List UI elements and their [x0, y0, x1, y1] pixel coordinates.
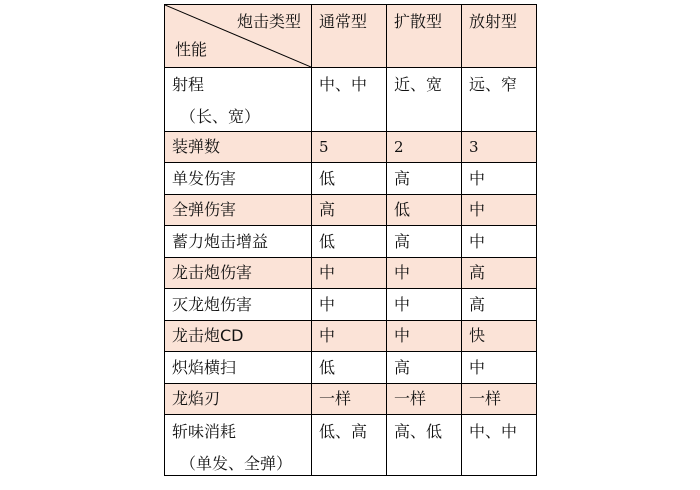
table-row: [165, 321, 537, 352]
table-cell: 中: [312, 321, 387, 352]
table-cell: 高: [462, 258, 537, 289]
table-cell: 中、中: [462, 415, 537, 476]
table-cell: 高、低: [387, 415, 462, 476]
table-cell: 3: [462, 132, 537, 163]
table-cell: 中、中: [312, 68, 387, 132]
table-cell: 中: [462, 352, 537, 384]
corner-header-cell: [165, 5, 312, 68]
comparison-table: [164, 4, 537, 476]
table-row: [165, 163, 537, 195]
table-row: [165, 226, 537, 258]
table-cell: 2: [387, 132, 462, 163]
row-label: [165, 415, 312, 476]
row-label: 龙击炮伤害: [165, 258, 312, 289]
table-cell: 中: [462, 195, 537, 226]
row-label: 装弹数: [165, 132, 312, 163]
table-cell: 高: [387, 226, 462, 258]
table-cell: 高: [312, 195, 387, 226]
table-cell: 低、高: [312, 415, 387, 476]
table-row: [165, 132, 537, 163]
row-label: 蓄力炮击增益: [165, 226, 312, 258]
table-cell: 中: [312, 258, 387, 289]
row-label-line1: 斩味消耗: [172, 422, 237, 441]
table-cell: 高: [462, 289, 537, 321]
table-cell: 低: [312, 163, 387, 195]
column-header-long: 放射型: [462, 5, 537, 68]
table-cell: 中: [462, 226, 537, 258]
corner-column-label: 炮击类型: [236, 12, 301, 31]
table-cell: 5: [312, 132, 387, 163]
row-label-line1: 射程: [172, 75, 205, 94]
table-cell: 低: [312, 226, 387, 258]
table-cell: 低: [387, 195, 462, 226]
row-label: 灭龙炮伤害: [165, 289, 312, 321]
row-label-line2: （单发、全弹）: [180, 454, 293, 473]
table-cell: 远、窄: [462, 68, 537, 132]
table-row: [165, 68, 537, 132]
table-cell: 一样: [387, 384, 462, 415]
table-cell: 高: [387, 163, 462, 195]
table-cell: 一样: [462, 384, 537, 415]
table-cell: 低: [312, 352, 387, 384]
row-label: 龙击炮CD: [165, 321, 312, 352]
row-label: 龙焰刃: [165, 384, 312, 415]
table-row: [165, 258, 537, 289]
row-label: 全弹伤害: [165, 195, 312, 226]
table-row: [165, 384, 537, 415]
row-label: 炽焰横扫: [165, 352, 312, 384]
corner-row-label: 性能: [175, 40, 208, 59]
table-cell: 中: [462, 163, 537, 195]
table-row: [165, 415, 537, 476]
table-cell: 中: [387, 258, 462, 289]
table-cell: 高: [387, 352, 462, 384]
table-cell: 中: [387, 289, 462, 321]
table-cell: 快: [462, 321, 537, 352]
table-row: [165, 289, 537, 321]
table-row: [165, 195, 537, 226]
row-label: [165, 68, 312, 132]
column-header-normal: 通常型: [312, 5, 387, 68]
header-row: [165, 5, 537, 68]
table-cell: 中: [387, 321, 462, 352]
table-row: [165, 352, 537, 384]
table-cell: 一样: [312, 384, 387, 415]
table-cell: 中: [312, 289, 387, 321]
table-cell: 近、宽: [387, 68, 462, 132]
column-header-spread: 扩散型: [387, 5, 462, 68]
row-label-line2: （长、宽）: [180, 107, 261, 126]
row-label: 单发伤害: [165, 163, 312, 195]
